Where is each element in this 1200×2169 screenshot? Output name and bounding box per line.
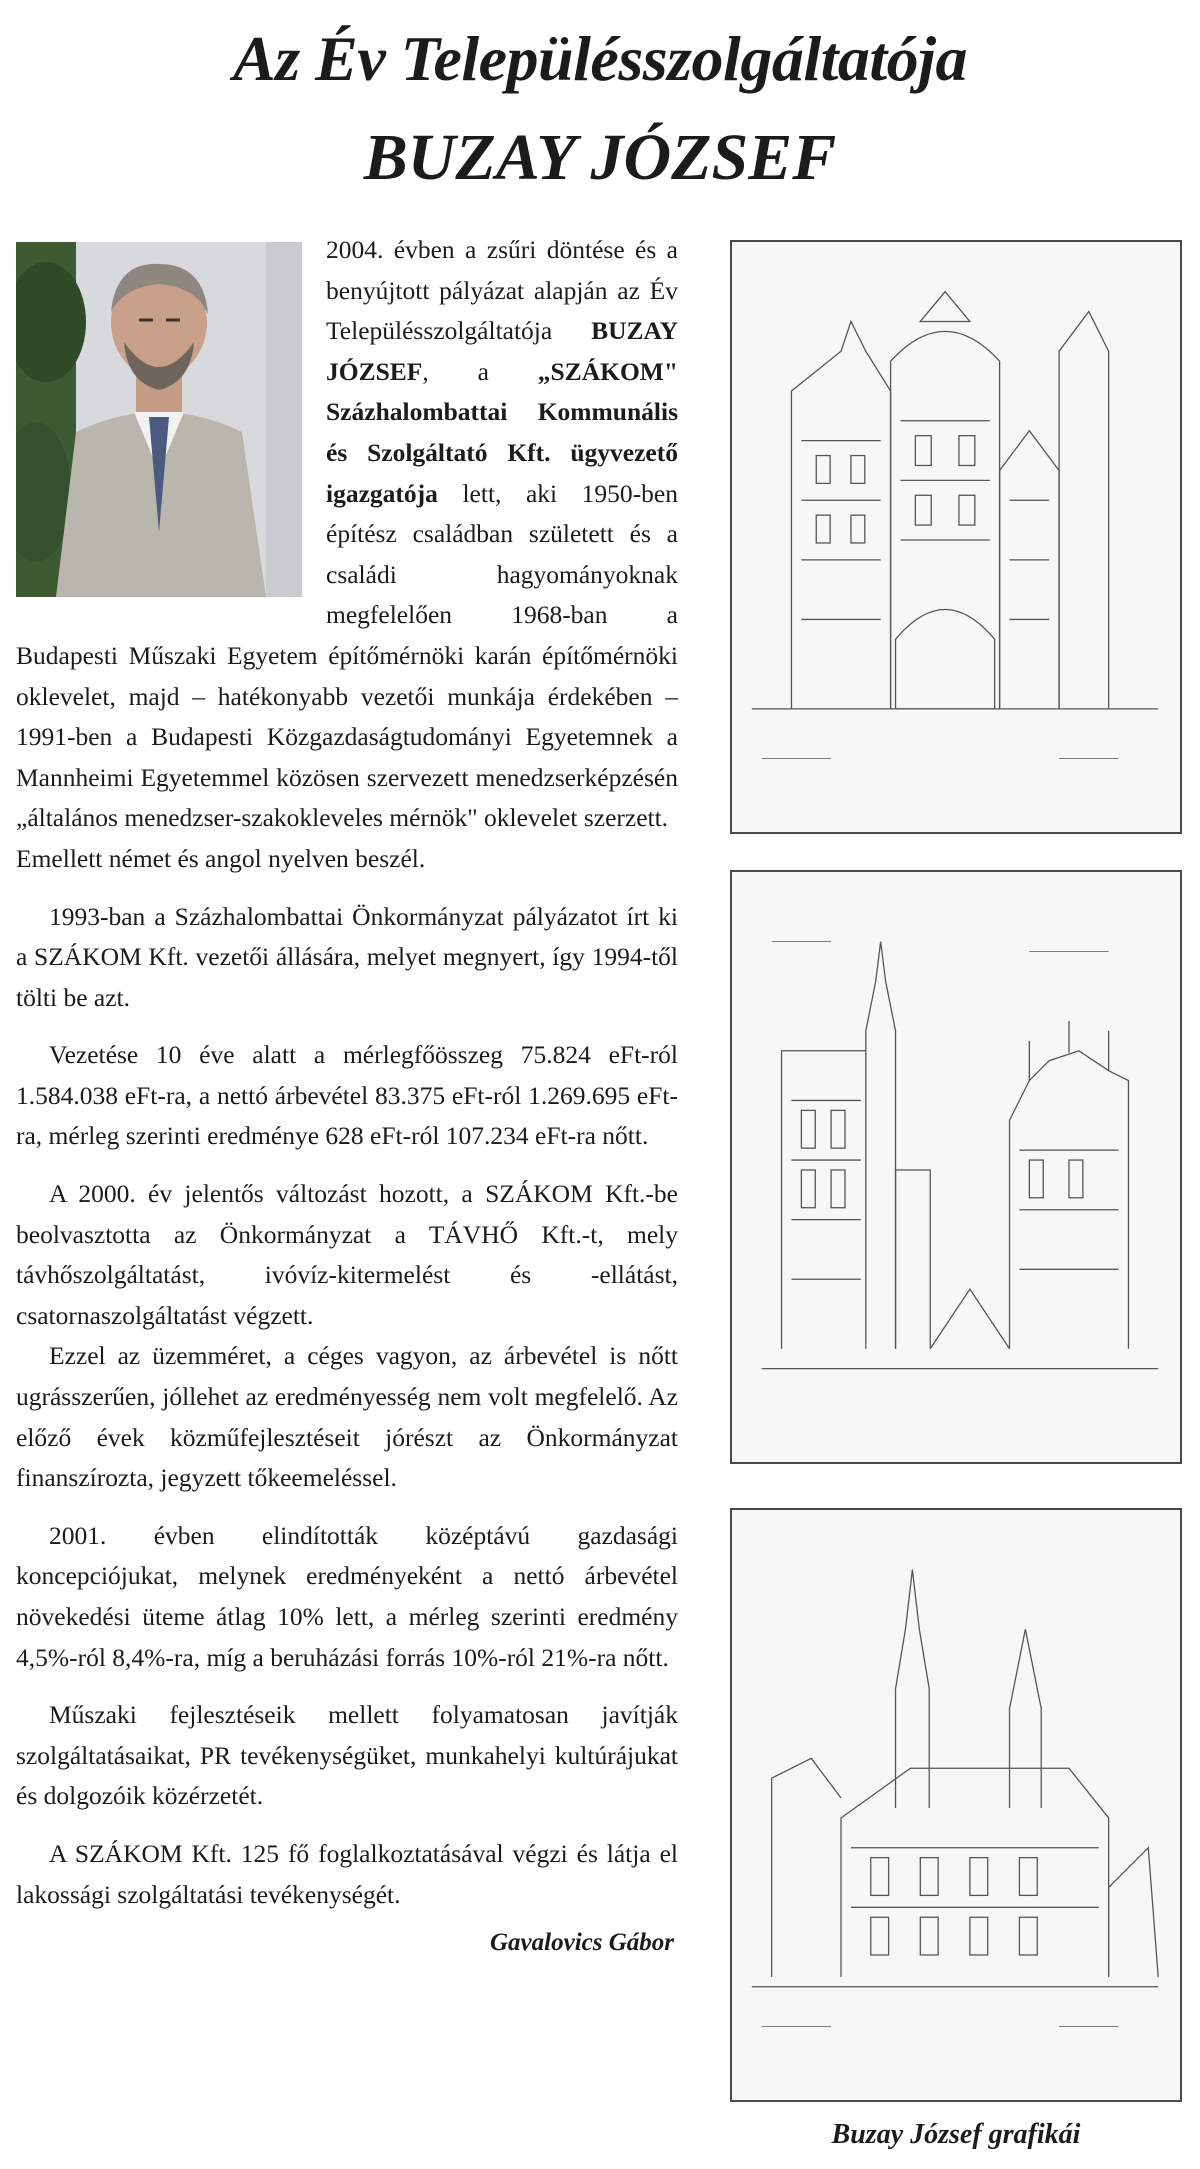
intro-text-3: lett, aki 1950-ben építész családban született és a családi hagyományoknak megfelelően 1968-ban a Budapesti Műszaki Egyetem építőmérnöki karán építőmérnöki oklevelet, majd – hatékonyabb vezetői munkája érdekében – 1991-ben a Budapesti Közgazdaságtudományi Egyetemnek a Mannheimi Egyetemmel közösen szervezett menedzserképzésén „általános menedzser-szakokleveles mérnök" oklevelet szerzett. (16, 478, 678, 833)
author-signature: Gavalovics Gábor (490, 1929, 674, 1957)
paragraph-languages: Emellett német és angol nyelven beszél. (16, 843, 426, 873)
portrait-photo (16, 242, 302, 597)
paragraph-growth: Ezzel az üzemméret, a céges vagyon, az árbevétel is nőtt ugrásszerűen, jóllehet az eredményesség nem volt megfelelő. Az előző évek közműfejlesztéseit jórészt az Önkormányzat finanszírozta, jegyzett tőkeemeléssel. (16, 1341, 678, 1493)
article-body (16, 230, 678, 1964)
paragraph-finances: Vezetése 10 éve alatt a mérlegfőösszeg 75.824 eFt-ról 1.584.038 eFt-ra, a nettó árbevétel 83.375 eFt-ról 1.269.695 eFt-ra, mérleg szerinti eredménye 628 eFt-ról 107.234 eFt-ra nőtt. (16, 1040, 678, 1151)
sketch-baroque-facade (730, 240, 1182, 834)
paragraph-2001: 2001. évben elindították középtávú gazdasági koncepciójukat, melynek eredményeként a nettó árbevétel növekedési üteme átlag 10% lett, a mérleg szerinti eredmény 4,5%-ról 8,4%-ra, míg a beruházási forrás 10%-ról 21%-ra nőtt. (16, 1520, 678, 1672)
paragraph-1993: 1993-ban a Százhalombattai Önkormányzat pályázatot írt ki a SZÁKOM Kft. vezetői állására, melyet megnyert, így 1994-től tölti be azt. (16, 901, 678, 1012)
company-role: „SZÁKOM" Százhalombattai Kommunális és Szolgáltató Kft. ügyvezető igazgatója (326, 356, 678, 508)
sketch-town-hall (730, 1508, 1182, 2102)
person-name: BUZAY JÓZSEF (326, 316, 678, 386)
intro-text-2: , a (422, 356, 538, 386)
paragraph-employees: A SZÁKOM Kft. 125 fő foglalkoztatásával végzi és látja el lakossági szolgáltatási tevékenységét. (16, 1838, 678, 1909)
paragraph-development: Műszaki fejlesztéseik mellett folyamatosan javítják szolgáltatásaikat, PR tevékenységüket, munkahelyi kultúrájukat és dolgozóik közérzetét. (16, 1700, 678, 1811)
gallery-caption: Buzay József grafikái (831, 2119, 1081, 2150)
article-title: Az Év Településszolgáltatója (233, 23, 967, 94)
intro-text: 2004. évben a zsűri döntése és a benyújtott pályázat alapján az Év Településszolgáltatója (326, 235, 678, 346)
paragraph-2000: A 2000. év jelentős változást hozott, a SZÁKOM Kft.-be beolvasztotta az Önkormányzat a TÁVHŐ Kft.-t, mely távhőszolgáltatást, ivóvíz-kitermelést és -ellátást, csatornaszolgáltatást végzett. (16, 1179, 678, 1330)
sketch-gothic-street (730, 870, 1182, 1464)
article-subtitle: BUZAY JÓZSEF (363, 121, 837, 194)
